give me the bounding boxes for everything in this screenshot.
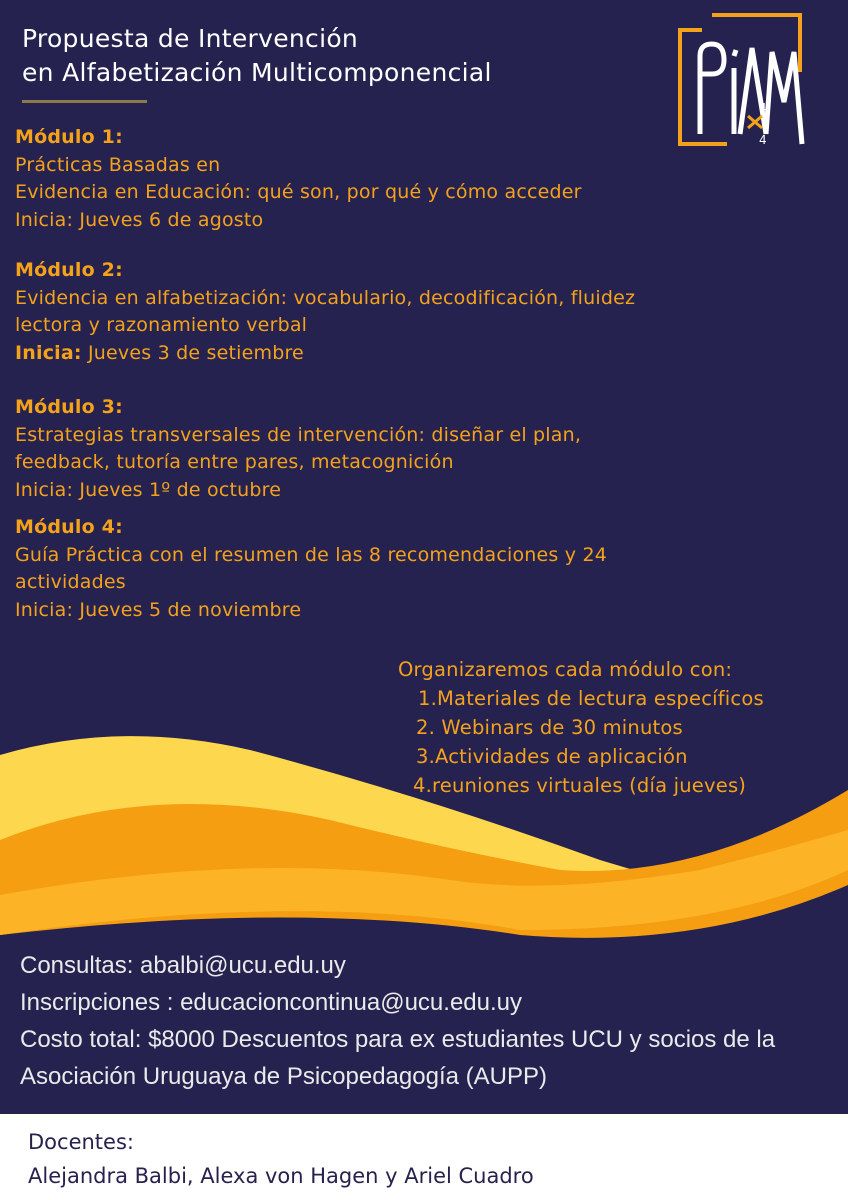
- contact-costo: Costo total: $8000 Descuentos para ex estudiantes UCU y socios de la Asociación Uruguaya de Psicopedagogía (AUPP): [20, 1026, 776, 1090]
- module-heading: Módulo 2:: [15, 259, 123, 281]
- module-start: Inicia: Jueves 3 de setiembre: [15, 341, 304, 364]
- module-description: feedback, tutoría entre pares, metacognición: [15, 451, 454, 473]
- title-underline: [22, 100, 147, 103]
- module-start: Inicia: Jueves 6 de agosto: [15, 208, 264, 231]
- module-description: Evidencia en Educación: qué son, por qué y cómo acceder: [15, 181, 582, 203]
- piam-logo-icon: [672, 12, 812, 152]
- title-line-2: en Alfabetización Multicomponencial: [22, 58, 492, 87]
- module-heading: Módulo 1:: [15, 126, 123, 148]
- module-description: lectora y razonamiento verbal: [15, 314, 308, 336]
- module-description: Guía Práctica con el resumen de las 8 recomendaciones y 24: [15, 543, 608, 566]
- module-heading: Módulo 4:: [15, 516, 123, 538]
- module-4: [15, 514, 607, 624]
- list-item: 1. Materiales de lectura específicos: [418, 687, 764, 710]
- module-description: Estrategias transversales de intervención: diseñar el plan,: [15, 423, 582, 446]
- title-line-1: Propuesta de Intervención: [22, 24, 359, 53]
- footer-docentes: [0, 1114, 848, 1200]
- svg-text:4: 4: [759, 101, 767, 115]
- docentes-label: Docentes:: [28, 1130, 134, 1154]
- module-2: [15, 257, 635, 367]
- svg-text:4: 4: [759, 133, 767, 147]
- module-description: Prácticas Basadas en: [15, 153, 221, 176]
- page-title: [22, 22, 492, 90]
- module-description: Evidencia en alfabetización: vocabulario, decodificación, fluidez: [15, 286, 636, 309]
- list-item: 4. reuniones virtuales (día jueves): [413, 774, 747, 797]
- module-start: Inicia: Jueves 1º de octubre: [15, 478, 282, 501]
- module-heading: Módulo 3:: [15, 396, 123, 418]
- module-description: actividades: [15, 571, 126, 593]
- module-start: Inicia: Jueves 5 de noviembre: [15, 598, 302, 621]
- list-item: 2. Webinars de 30 minutos: [416, 716, 683, 739]
- module-3: [15, 394, 581, 504]
- contact-info: [20, 947, 835, 1095]
- module-1: [15, 124, 582, 234]
- decorative-waves: [0, 720, 848, 960]
- contact-consultas: Consultas: abalbi@ucu.edu.uy: [20, 952, 346, 979]
- organization-intro: Organizaremos cada módulo con:: [398, 658, 733, 681]
- list-item: 3. Actividades de aplicación: [416, 745, 688, 768]
- docentes-names: Alejandra Balbi, Alexa von Hagen y Ariel Cuadro: [28, 1164, 534, 1188]
- contact-inscripciones: Inscripciones : educacioncontinua@ucu.edu.uy: [20, 989, 523, 1016]
